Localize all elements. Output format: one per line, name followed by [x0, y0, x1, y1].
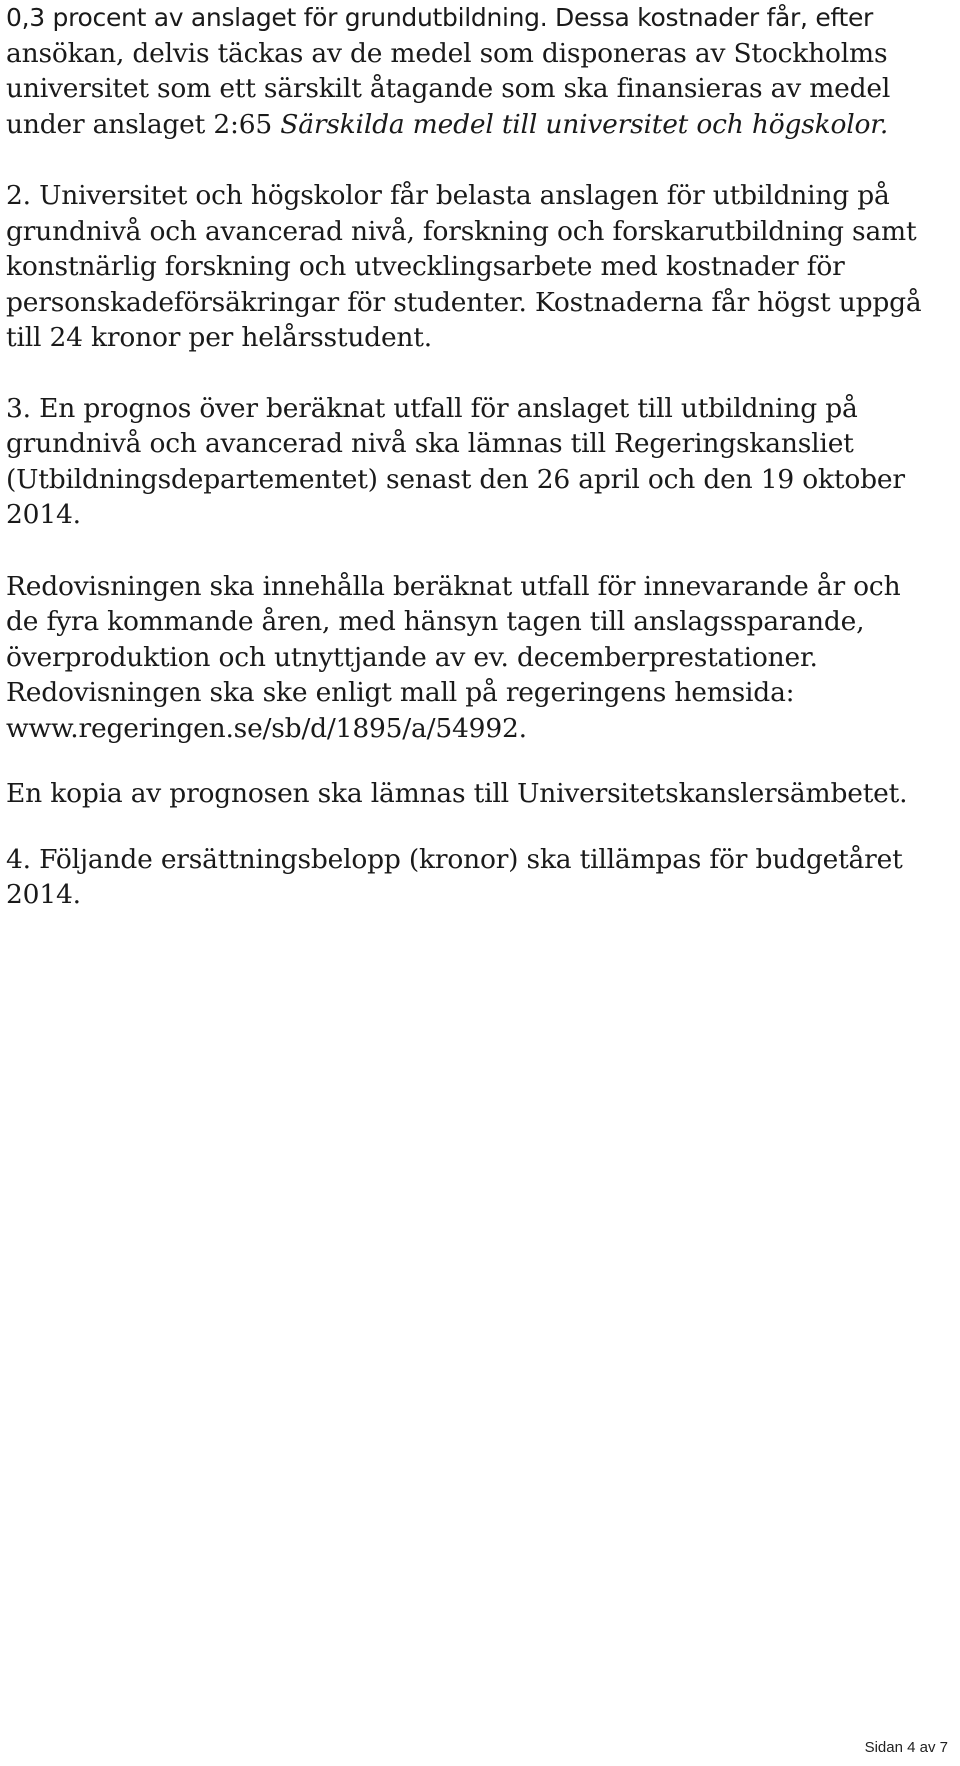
- paragraph-item-3: 3. En prognos över beräknat utfall för anslaget till utbildning på grundnivå och avancerad nivå ska lämnas till Regeringskansliet (Utbildningsdepartementet) senast den 26 april och den 19 oktober 2014.: [6, 392, 905, 530]
- paragraph-item-4: 4. Följande ersättningsbelopp (kronor) ska tillämpas för budgetåret 2014.: [6, 843, 903, 910]
- document-page: [6, 0, 926, 913]
- paragraph-italic-text: Särskilda medel till universitet och högskolor.: [280, 108, 889, 140]
- paragraph-reporting: Redovisningen ska innehålla beräknat utfall för innevarande år och de fyra kommande åren, med hänsyn tagen till anslagssparande, överproduktion och utnyttjande av ev. decemberprestationer. Redovisningen ska ske enligt mall på regeringens hemsida: www.regeringen.se/sb/d/1895/a/54992.: [6, 570, 901, 744]
- paragraph-first-line: 0,3 procent av anslaget för grundutbildning. Dessa kostnader får, efter: [6, 3, 874, 32]
- paragraph-item-2: 2. Universitet och högskolor får belasta anslagen för utbildning på grundnivå och avancerad nivå, forskning och forskarutbildning samt konstnärlig forskning och utvecklingsarbete med kostnader för personskadeförsäkringar för studenter. Kostnaderna får högst uppgå till 24 kronor per helårsstudent.: [6, 180, 922, 353]
- page-number-footer: Sidan 4 av 7: [864, 1739, 948, 1756]
- paragraph-funding-continuation: [6, 0, 926, 142]
- paragraph-text: ansökan, delvis täckas av de medel som disponeras av Stockholms universitet som ett särskilt åtagande som ska finansieras av medel under anslaget 2:65: [6, 37, 891, 140]
- paragraph-copy-note: En kopia av prognosen ska lämnas till Universitetskanslersämbetet.: [6, 778, 908, 809]
